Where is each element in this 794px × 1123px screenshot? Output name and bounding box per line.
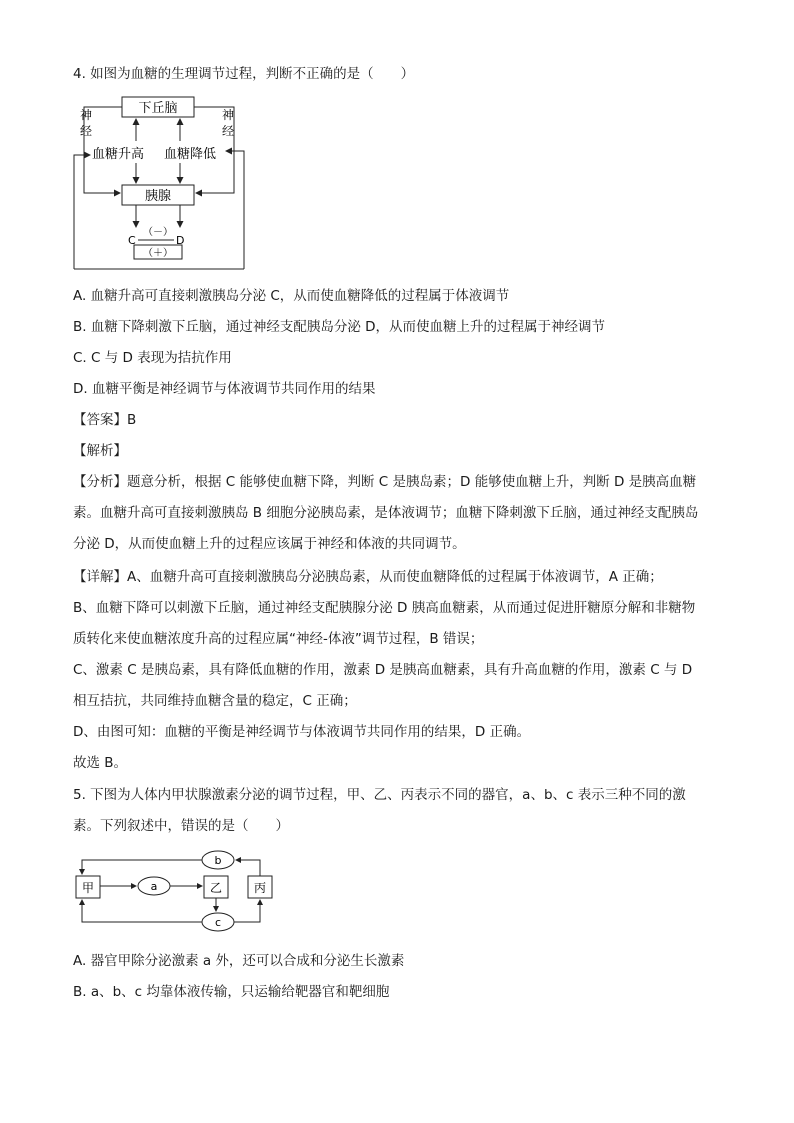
hormone-a-label: a <box>150 880 158 893</box>
q4-option-a: A. 血糖升高可直接刺激胰岛分泌 C，从而使血糖降低的过程属于体液调节 <box>73 288 510 304</box>
plus-label: （＋） <box>143 248 173 259</box>
arrow-c-to-bing <box>234 900 260 922</box>
q4-detail-line-6: D、由图可知：血糖的平衡是神经调节与体液调节共同作用的结果，D 正确。 <box>73 724 531 740</box>
q4-analysis-line-1: 【分析】题意分析，根据 C 能够使血糖下降，判断 C 是胰岛素；D 能够使血糖上升，判断 D 是胰高血糖 <box>73 474 697 490</box>
q5-stem-line-1: 5. 下图为人体内甲状腺激素分泌的调节过程，甲、乙、丙表示不同的器官，a、b、c 表示三种不同的激 <box>73 787 686 803</box>
nerve-left-1: 神 <box>80 108 93 122</box>
q4-answer: 【答案】B <box>73 412 137 428</box>
glucose-up-label: 血糖升高 <box>92 147 145 162</box>
c-label: C <box>128 234 136 247</box>
nerve-right-2: 经 <box>222 124 235 138</box>
q4-option-d: D. 血糖平衡是神经调节与体液调节共同作用的结果 <box>73 381 376 397</box>
hormone-b-label: b <box>214 854 222 867</box>
nerve-left-2: 经 <box>80 124 93 138</box>
q4-stem: 4. 如图为血糖的生理调节过程，判断不正确的是（ ） <box>73 66 415 82</box>
q5-stem-line-2: 素。下列叙述中，错误的是（ ） <box>73 818 289 834</box>
glucose-down-label: 血糖降低 <box>164 147 217 162</box>
hormone-c-label: c <box>214 916 222 929</box>
organ-bing-label: 丙 <box>253 881 267 895</box>
q4-analysis-line-2: 素。血糖升高可直接刺激胰岛 B 细胞分泌胰岛素，是体液调节；血糖下降刺激下丘脑，通过神经支配胰岛 <box>73 505 699 521</box>
d-label: D <box>176 234 185 247</box>
q4-option-c: C. C 与 D 表现为拮抗作用 <box>73 350 232 366</box>
pancreas-label: 胰腺 <box>144 189 172 204</box>
organ-jia-label: 甲 <box>81 881 95 895</box>
feedback-left <box>74 155 90 269</box>
q4-detail-line-1: 【详解】A、血糖升高可直接刺激胰岛分泌胰岛素，从而使血糖降低的过程属于体液调节，A 正确； <box>73 569 663 585</box>
q4-detail-line-4: C、激素 C 是胰岛素，具有降低血糖的作用，激素 D 是胰高血糖素，具有升高血糖的作用，激素 C 与 D <box>73 662 693 678</box>
feedback-right <box>226 151 244 269</box>
q5-option-a: A. 器官甲除分泌激素 a 外，还可以合成和分泌生长激素 <box>73 953 405 969</box>
q4-detail-line-2: B、血糖下降可以刺激下丘脑，通过神经支配胰腺分泌 D 胰高血糖素，从而通过促进肝糖原分解和非糖物 <box>73 600 696 616</box>
arrow-bing-to-b <box>236 860 260 876</box>
q5-option-b: B. a、b、c 均靠体液传输，只运输给靶器官和靶细胞 <box>73 984 390 1000</box>
organ-yi-label: 乙 <box>209 881 223 895</box>
q4-detail-line-3: 质转化来使血糖浓度升高的过程应属“神经-体液”调节过程，B 错误； <box>73 631 484 647</box>
arrow-c-to-jia <box>82 900 202 922</box>
nerve-right-1: 神 <box>222 108 235 122</box>
q4-analysis-line-3: 分泌 D，从而使血糖上升的过程应该属于神经和体液的共同调节。 <box>73 536 466 552</box>
hypothalamus-label: 下丘脑 <box>138 101 178 116</box>
q4-choice: 故选 B。 <box>73 755 128 771</box>
arrow-b-to-jia <box>82 860 202 874</box>
blood-glucose-regulation-diagram <box>66 93 256 273</box>
minus-label: （－） <box>143 227 173 238</box>
thyroid-regulation-diagram <box>72 846 282 934</box>
q4-detail-line-5: 相互拮抗，共同维持血糖含量的稳定，C 正确； <box>73 693 357 709</box>
q4-option-b: B. 血糖下降刺激下丘脑，通过神经支配胰岛分泌 D，从而使血糖上升的过程属于神经调节 <box>73 319 606 335</box>
q4-analysis-title: 【解析】 <box>73 443 127 459</box>
